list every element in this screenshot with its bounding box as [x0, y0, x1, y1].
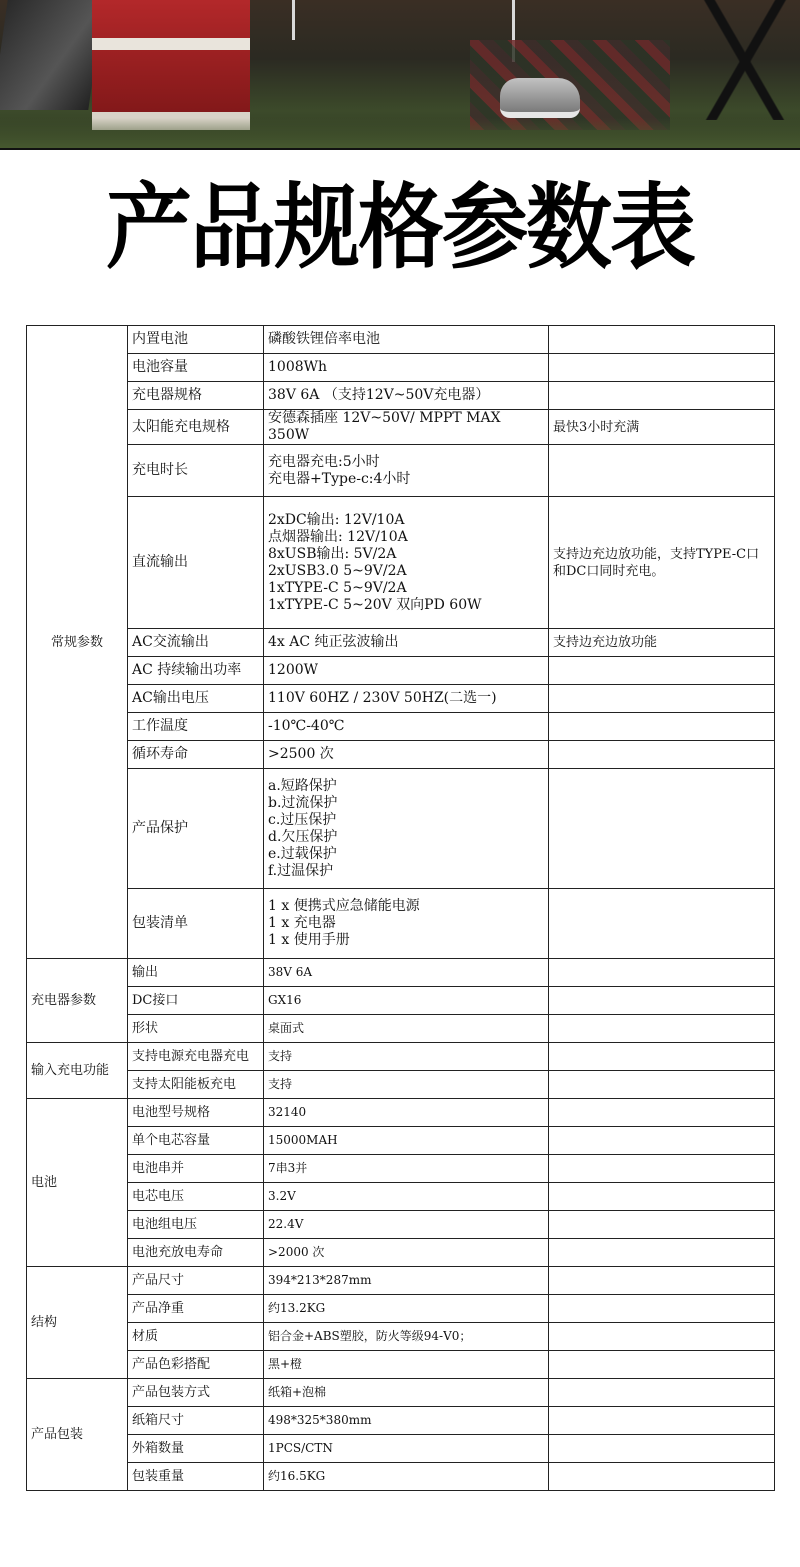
table-row	[27, 354, 775, 382]
spec-value-cell: 纸箱+泡棉	[264, 1379, 549, 1407]
spec-value-cell: 394*213*287mm	[264, 1267, 549, 1295]
cooler-lid	[92, 38, 250, 50]
spec-note-cell	[549, 713, 775, 741]
spec-name-cell: 产品净重	[128, 1295, 264, 1323]
category-cell: 产品包装	[27, 1379, 128, 1491]
spec-name-cell: 材质	[128, 1323, 264, 1351]
spec-value-cell: 1 x 便携式应急储能电源 1 x 充电器 1 x 使用手册	[264, 889, 549, 959]
spec-note-cell	[549, 1043, 775, 1071]
spec-value-cell: 32140	[264, 1099, 549, 1127]
spec-name-cell: 包装重量	[128, 1463, 264, 1491]
sneaker	[500, 78, 580, 118]
table-row	[27, 1295, 775, 1323]
spec-name-cell: 电池充放电寿命	[128, 1239, 264, 1267]
spec-note-cell	[549, 1183, 775, 1211]
spec-value-cell: 约16.5KG	[264, 1463, 549, 1491]
table-row	[27, 382, 775, 410]
spec-note-cell	[549, 987, 775, 1015]
camping-chair-left	[0, 0, 104, 110]
spec-name-cell: 形状	[128, 1015, 264, 1043]
spec-note-cell	[549, 1379, 775, 1407]
spec-note-cell	[549, 1071, 775, 1099]
table-row	[27, 1379, 775, 1407]
spec-note-cell	[549, 657, 775, 685]
spec-name-cell: 支持电源充电器充电	[128, 1043, 264, 1071]
table-row	[27, 629, 775, 657]
spec-note-cell	[549, 769, 775, 889]
spec-value-cell: 15000MAH	[264, 1127, 549, 1155]
category-cell: 电池	[27, 1099, 128, 1267]
spec-value-cell: 1PCS/CTN	[264, 1435, 549, 1463]
table-row	[27, 445, 775, 497]
spec-name-cell: 产品保护	[128, 769, 264, 889]
spec-value-cell: 磷酸铁锂倍率电池	[264, 326, 549, 354]
spec-note-cell: 支持边充边放功能，支持TYPE-C口和DC口同时充电。	[549, 497, 775, 629]
table-row	[27, 987, 775, 1015]
spec-name-cell: AC交流输出	[128, 629, 264, 657]
table-row	[27, 1015, 775, 1043]
spec-value-cell: 充电器充电:5小时 充电器+Type-c:4小时	[264, 445, 549, 497]
spec-note-cell	[549, 1127, 775, 1155]
spec-value-cell: 38V 6A	[264, 959, 549, 987]
spec-note-cell	[549, 1211, 775, 1239]
spec-name-cell: 支持太阳能板充电	[128, 1071, 264, 1099]
spec-note-cell	[549, 1267, 775, 1295]
spec-name-cell: 工作温度	[128, 713, 264, 741]
spec-table-body	[27, 326, 775, 1491]
table-row	[27, 769, 775, 889]
spec-note-cell	[549, 1155, 775, 1183]
spec-note-cell	[549, 382, 775, 410]
spec-value-cell: 38V 6A （支持12V~50V充电器）	[264, 382, 549, 410]
spec-name-cell: 电池组电压	[128, 1211, 264, 1239]
table-row	[27, 1435, 775, 1463]
spec-note-cell	[549, 1463, 775, 1491]
spec-name-cell: 电池串并	[128, 1155, 264, 1183]
camping-chair-right	[690, 0, 800, 120]
table-row	[27, 1099, 775, 1127]
spec-note-cell	[549, 741, 775, 769]
spec-name-cell: 电池容量	[128, 354, 264, 382]
page-title: 产品规格参数表	[106, 174, 694, 282]
spec-note-cell	[549, 1295, 775, 1323]
spec-value-cell: 黑+橙	[264, 1351, 549, 1379]
spec-name-cell: 产品尺寸	[128, 1267, 264, 1295]
table-row	[27, 410, 775, 445]
table-row	[27, 1071, 775, 1099]
spec-name-cell: AC输出电压	[128, 685, 264, 713]
spec-name-cell: 内置电池	[128, 326, 264, 354]
spec-value-cell: 支持	[264, 1071, 549, 1099]
spec-name-cell: 电池型号规格	[128, 1099, 264, 1127]
spec-value-cell: 4x AC 纯正弦波输出	[264, 629, 549, 657]
spec-name-cell: 产品包装方式	[128, 1379, 264, 1407]
spec-note-cell	[549, 959, 775, 987]
spec-table	[26, 325, 775, 1491]
category-cell: 输入充电功能	[27, 1043, 128, 1099]
table-row	[27, 1155, 775, 1183]
table-row	[27, 497, 775, 629]
grass	[0, 118, 800, 148]
spec-note-cell	[549, 354, 775, 382]
table-row	[27, 326, 775, 354]
spec-value-cell: 7串3并	[264, 1155, 549, 1183]
spec-value-cell: -10℃-40℃	[264, 713, 549, 741]
spec-value-cell: 1008Wh	[264, 354, 549, 382]
spec-value-cell: 498*325*380mm	[264, 1407, 549, 1435]
table-row	[27, 1043, 775, 1071]
spec-note-cell	[549, 1015, 775, 1043]
spec-name-cell: 单个电芯容量	[128, 1127, 264, 1155]
spec-value-cell: >2500 次	[264, 741, 549, 769]
spec-value-cell: 110V 60HZ / 230V 50HZ(二选一)	[264, 685, 549, 713]
spec-note-cell	[549, 326, 775, 354]
spec-note-cell	[549, 889, 775, 959]
spec-note-cell: 支持边充边放功能	[549, 629, 775, 657]
spec-value-cell: 22.4V	[264, 1211, 549, 1239]
table-row	[27, 889, 775, 959]
spec-note-cell	[549, 1239, 775, 1267]
spec-name-cell: 充电时长	[128, 445, 264, 497]
spec-name-cell: 纸箱尺寸	[128, 1407, 264, 1435]
table-row	[27, 1407, 775, 1435]
spec-note-cell	[549, 685, 775, 713]
category-cell: 充电器参数	[27, 959, 128, 1043]
table-row	[27, 713, 775, 741]
spec-name-cell: AC 持续输出功率	[128, 657, 264, 685]
spec-value-cell: 1200W	[264, 657, 549, 685]
spec-value-cell: 3.2V	[264, 1183, 549, 1211]
spec-value-cell: GX16	[264, 987, 549, 1015]
divider-line	[0, 148, 800, 150]
table-row	[27, 959, 775, 987]
spec-name-cell: 包装清单	[128, 889, 264, 959]
spec-note-cell	[549, 1099, 775, 1127]
table-row	[27, 1211, 775, 1239]
spec-value-cell: 桌面式	[264, 1015, 549, 1043]
spec-value-cell: 铝合金+ABS塑胶，防火等级94-V0；	[264, 1323, 549, 1351]
table-row	[27, 1323, 775, 1351]
spec-note-cell: 最快3小时充满	[549, 410, 775, 445]
spec-name-cell: 产品色彩搭配	[128, 1351, 264, 1379]
red-cooler-box	[92, 0, 250, 128]
spec-value-cell: 支持	[264, 1043, 549, 1071]
spec-name-cell: 输出	[128, 959, 264, 987]
spec-note-cell	[549, 1351, 775, 1379]
spec-value-cell: a.短路保护 b.过流保护 c.过压保护 d.欠压保护 e.过载保护 f.过温保护	[264, 769, 549, 889]
spec-note-cell	[549, 1435, 775, 1463]
table-row	[27, 1239, 775, 1267]
spec-value-cell: 约13.2KG	[264, 1295, 549, 1323]
table-row	[27, 741, 775, 769]
spec-name-cell: 充电器规格	[128, 382, 264, 410]
spec-name-cell: 循环寿命	[128, 741, 264, 769]
spec-note-cell	[549, 1323, 775, 1351]
category-cell: 结构	[27, 1267, 128, 1379]
table-row	[27, 1267, 775, 1295]
table-row	[27, 1183, 775, 1211]
table-row	[27, 1127, 775, 1155]
hero-photo	[0, 0, 800, 148]
table-row	[27, 685, 775, 713]
spec-name-cell: 太阳能充电规格	[128, 410, 264, 445]
table-row	[27, 657, 775, 685]
spec-name-cell: DC接口	[128, 987, 264, 1015]
spec-note-cell	[549, 445, 775, 497]
spec-note-cell	[549, 1407, 775, 1435]
spec-name-cell: 外箱数量	[128, 1435, 264, 1463]
spec-value-cell: >2000 次	[264, 1239, 549, 1267]
spec-name-cell: 电芯电压	[128, 1183, 264, 1211]
spec-name-cell: 直流输出	[128, 497, 264, 629]
category-cell: 常规参数	[27, 326, 128, 959]
spec-value-cell: 安德森插座 12V~50V/ MPPT MAX 350W	[264, 410, 549, 445]
table-row	[27, 1463, 775, 1491]
spec-value-cell: 2xDC输出: 12V/10A 点烟器输出: 12V/10A 8xUSB输出: 5V/2A 2xUSB3.0 5~9V/2A 1xTYPE-C 5~9V/2A 1xTYPE-C 5~20V 双向PD 60W	[264, 497, 549, 629]
chair-pole	[292, 0, 295, 40]
table-row	[27, 1351, 775, 1379]
